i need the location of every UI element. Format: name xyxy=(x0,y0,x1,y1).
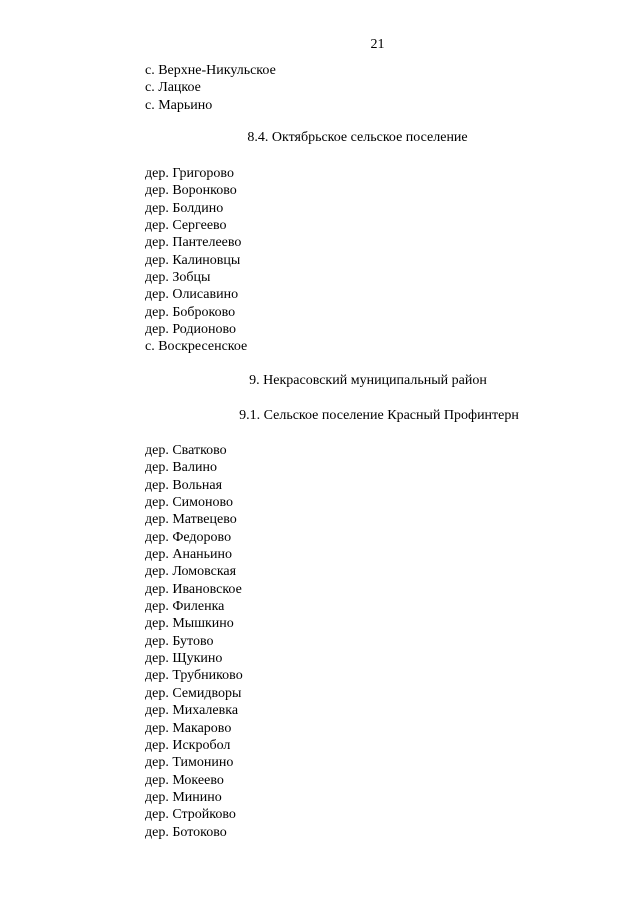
list-item: дер. Боброково xyxy=(145,304,236,320)
list-item: дер. Воронково xyxy=(145,183,237,199)
list-item: дер. Михалевка xyxy=(145,703,239,719)
settlement-list-oktyabrskoe xyxy=(145,165,247,356)
list-item: дер. Мышкино xyxy=(145,616,234,632)
list-item: дер. Стройково xyxy=(145,807,236,823)
list-item: дер. Щукино xyxy=(145,651,223,667)
list-item: дер. Искробол xyxy=(145,737,231,753)
list-item: дер. Вольная xyxy=(145,477,223,493)
list-item: дер. Симоново xyxy=(145,495,234,511)
list-item: дер. Калиновцы xyxy=(145,252,241,268)
list-item: дер. Матвецево xyxy=(145,512,237,528)
list-item: дер. Мокеево xyxy=(145,772,224,788)
settlement-list-krasny-profintern xyxy=(145,442,243,841)
list-item: дер. Ломовская xyxy=(145,564,237,580)
list-item: дер. Минино xyxy=(145,789,222,805)
settlement-list-continued xyxy=(145,62,276,114)
list-item: с. Воскресенское xyxy=(145,339,248,355)
list-item: дер. Тимонино xyxy=(145,755,234,771)
list-item: дер. Филенка xyxy=(145,599,225,615)
list-item: дер. Родионово xyxy=(145,322,236,338)
list-item: дер. Валино xyxy=(145,460,217,476)
section-heading-9-1: 9.1. Сельское поселение Красный Профинтерн xyxy=(239,408,519,423)
list-item: дер. Ивановское xyxy=(145,581,242,597)
list-item: с. Марьино xyxy=(145,97,213,113)
list-item: дер. Григорово xyxy=(145,166,234,181)
list-item: с. Верхне-Никульское xyxy=(145,63,276,78)
list-item: дер. Олисавино xyxy=(145,287,239,303)
list-item: дер. Сватково xyxy=(145,443,227,458)
list-item: дер. Макарово xyxy=(145,720,232,736)
section-heading-8-4: 8.4. Октябрьское сельское поселение xyxy=(247,130,468,145)
page-number: 21 xyxy=(370,37,385,52)
list-item: дер. Зобцы xyxy=(145,270,211,286)
list-item: дер. Сергеево xyxy=(145,218,227,234)
district-heading-9: 9. Некрасовский муниципальный район xyxy=(249,373,487,388)
list-item: дер. Бутово xyxy=(145,633,214,649)
list-item: дер. Федорово xyxy=(145,529,232,545)
list-item: дер. Трубниково xyxy=(145,668,243,684)
list-item: дер. Семидворы xyxy=(145,685,242,701)
list-item: дер. Ботоково xyxy=(145,824,227,840)
list-item: с. Лацкое xyxy=(145,80,201,96)
list-item: дер. Пантелеево xyxy=(145,235,242,251)
list-item: дер. Болдино xyxy=(145,200,224,216)
list-item: дер. Ананьино xyxy=(145,547,233,563)
